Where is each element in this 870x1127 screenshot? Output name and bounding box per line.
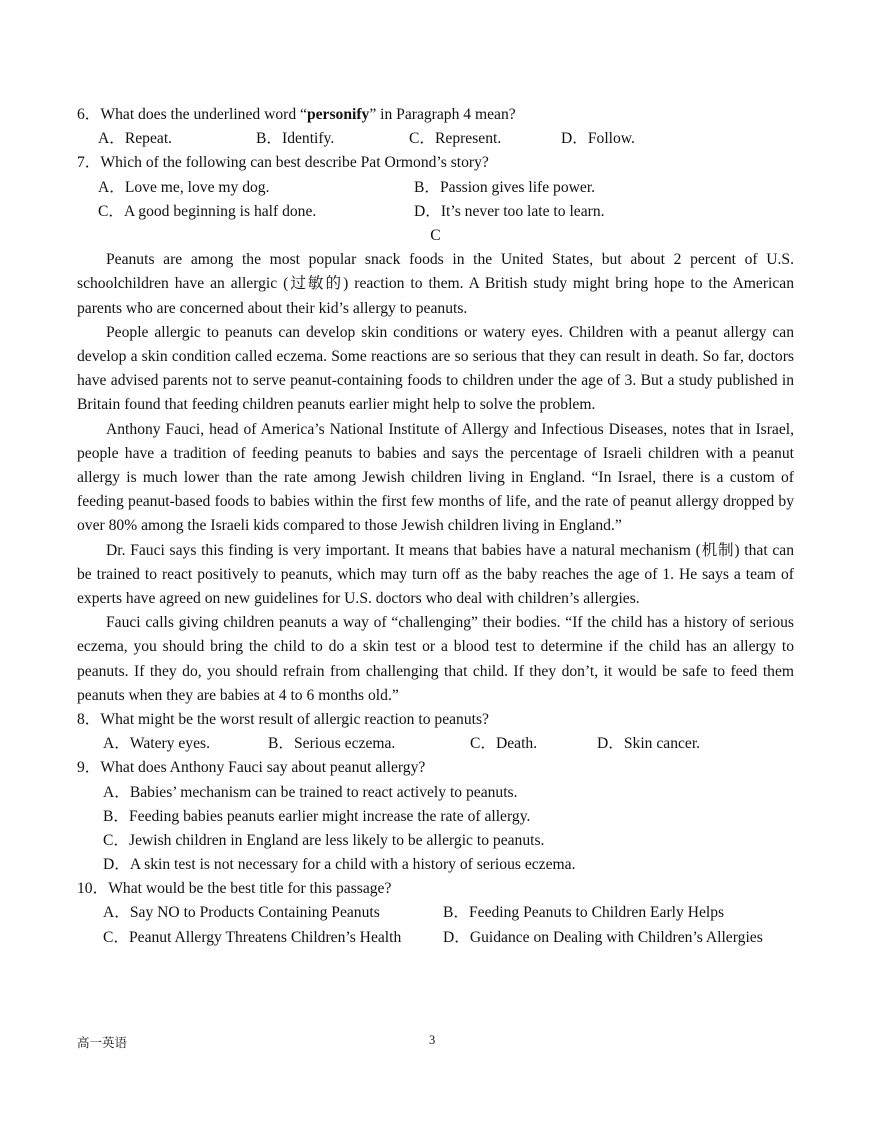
question-7-option-d: D．It’s never too late to learn. [414, 202, 605, 220]
question-8-stem: 8．What might be the worst result of allergic reaction to peanuts? [77, 710, 489, 728]
question-7-option-b: B．Passion gives life power. [414, 178, 596, 196]
question-6-option-b: B．Identify. [256, 130, 335, 148]
question-9-stem: 9．What does Anthony Fauci say about peanut allergy? [77, 759, 426, 777]
passage-paragraph-2: People allergic to peanuts can develop skin conditions or watery eyes. Children with a peanut allergy can develop a skin condition called eczema. Some reactions are so serious that they can result in death. So far, doctors have advised parents not to serve peanut-containing foods to children under the age of 3. But a study published in Britain found that feeding children peanuts earlier might help to solve the problem. [77, 323, 794, 414]
question-9-option-a: A．Babies’ mechanism can be trained to react actively to peanuts. [103, 783, 518, 801]
question-6-keyword: personify [306, 106, 370, 123]
question-7-stem: 7．Which of the following can best describe Pat Ormond’s story? [77, 154, 489, 172]
question-7-options-row-2 [77, 200, 794, 224]
question-6-option-a: A．Repeat. [98, 130, 173, 148]
question-10-option-c: C．Peanut Allergy Threatens Children’s Health [103, 928, 402, 946]
question-8-option-c: C．Death. [470, 735, 538, 753]
question-8-option-d: D．Skin cancer. [597, 735, 701, 753]
question-6-option-c: C．Represent. [409, 130, 502, 148]
passage-paragraph-1: Peanuts are among the most popular snack foods in the United States, but about 2 percent of U.S. schoolchildren have an allergic (过敏的) reaction to them. A British study might bring hope to the American parents who are concerned about their kid’s allergy to peanuts. [77, 251, 794, 317]
question-10-options-row-2 [77, 926, 794, 950]
question-6-stem-post: ” in Paragraph 4 mean? [369, 106, 516, 123]
footer-subject: 高一英语 [77, 1036, 128, 1050]
question-7-option-a: A．Love me, love my dog. [98, 178, 270, 196]
section-c-heading: C [430, 226, 441, 244]
question-8-option-a: A．Watery eyes. [103, 735, 210, 753]
footer-page-number: 3 [429, 1033, 436, 1047]
question-9-option-c: C．Jewish children in England are less likely to be allergic to peanuts. [103, 831, 545, 849]
question-6-option-d: D．Follow. [561, 130, 635, 148]
question-10-option-d: D．Guidance on Dealing with Children’s Allergies [443, 928, 763, 946]
question-8-options [77, 732, 794, 756]
passage-paragraph-5: Fauci calls giving children peanuts a way of “challenging” their bodies. “If the child has a history of serious eczema, you should bring the child to do a skin test or a blood test to determine if the child has an allergy to peanuts. If they do, you should refrain from challenging that child. If they don’t, it would be safe to feed them peanuts when they are babies at 4 to 6 months old.” [77, 614, 794, 704]
passage-paragraph-4: Dr. Fauci says this finding is very important. It means that babies have a natural mechanism (机制) that can be trained to react positively to peanuts, which may turn off as the baby reaches the age of 1. He says a team of experts have agreed on new guidelines for U.S. doctors who deal with children’s allergies. [77, 541, 794, 607]
question-9-option-d: D．A skin test is not necessary for a child with a history of serious eczema. [103, 856, 576, 874]
question-10-option-b: B．Feeding Peanuts to Children Early Helps [443, 904, 725, 922]
question-6-stem-pre: 6．What does the underlined word “ [77, 106, 307, 123]
page-content [77, 103, 794, 950]
question-6-options [77, 127, 794, 151]
question-6-stem [77, 103, 794, 127]
question-7-options-row-1 [77, 176, 794, 200]
question-10-options-row-1 [77, 901, 794, 925]
question-9-option-b: B．Feeding babies peanuts earlier might increase the rate of allergy. [103, 807, 531, 825]
question-8-option-b: B．Serious eczema. [268, 735, 396, 753]
question-10-stem: 10．What would be the best title for this passage? [77, 880, 392, 898]
question-10-option-a: A．Say NO to Products Containing Peanuts [103, 904, 380, 922]
question-7-option-c: C．A good beginning is half done. [98, 202, 317, 220]
passage-paragraph-3: Anthony Fauci, head of America’s National Institute of Allergy and Infectious Diseases, notes that in Israel, people have a tradition of feeding peanuts to babies and says the percentage of Israeli children with a peanut allergy is much lower than the rate among Jewish children living in England. “In Israel, there is a custom of feeding peanut-based foods to babies within the first few months of life, and the rate of peanut allergy dropped by over 80% among the Israeli kids compared to those Jewish children living in England.” [77, 420, 794, 535]
